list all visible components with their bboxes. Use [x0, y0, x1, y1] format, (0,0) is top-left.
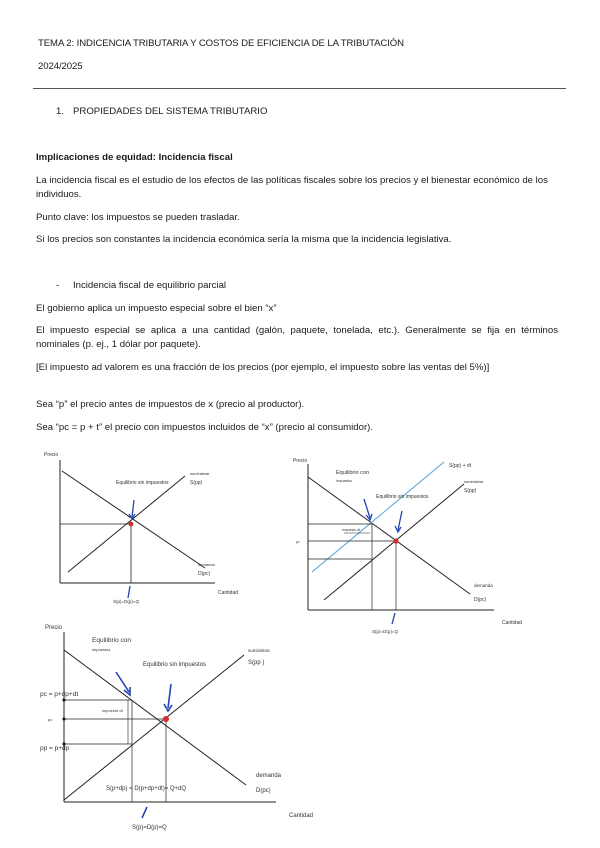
- fig2-demand-top-label: demanda: [474, 583, 493, 588]
- fig2-arrow-tax-icon: [364, 499, 370, 518]
- body-producer-price: Sea “p” el precio antes de impuestos de x (precio al productor).: [36, 399, 305, 410]
- academic-year: 2024/2025: [38, 61, 83, 72]
- fig1-demand-top-label: demanda: [198, 562, 215, 567]
- document-title: TEMA 2: INDICENCIA TRIBUTARIA Y COSTOS DE EFICIENCIA DE LA TRIBUTACIÓN: [38, 38, 404, 49]
- fig2-supply-top-label: suministrar: [464, 479, 484, 484]
- figure-tax-incidence-detail: [36, 620, 336, 840]
- fig2-xlabel: Cantidad: [502, 620, 523, 626]
- fig3-xlabel: Cantidad: [289, 813, 314, 819]
- section-number: 1.: [56, 106, 65, 117]
- fig3-equilibrium-point: [163, 716, 169, 722]
- fig3-demand-label: D(pc): [256, 788, 271, 794]
- fig2-q-label: S(p)=D(p)=Q: [372, 629, 399, 634]
- fig1-supply-label: S(pp): [190, 480, 203, 486]
- fig3-ylabel: Precio: [45, 625, 63, 631]
- fig3-demand-curve: [64, 650, 246, 785]
- fig3-supply-label: S(pp ): [248, 660, 265, 666]
- fig3-q-label: S(p)=D(p)=Q: [132, 825, 167, 831]
- fig1-equilibrium-point: [129, 522, 134, 527]
- fig2-p-label: pc: [296, 540, 300, 544]
- fig2-supply-label: S(pp): [464, 488, 477, 494]
- fig3-supply-top-label: suministrar: [248, 648, 271, 653]
- body-specific-tax: El impuesto especial se aplica a una cantidad (galón, paquete, tonelada, etc.). Generalmente se fija en términos nominales (p. ej., 1 dólar por paquete).: [36, 325, 558, 350]
- fig1-equilibrium-label: Equilibrio sin impuestos: [116, 480, 169, 486]
- bullet-text: Incidencia fiscal de equilibrio parcial: [73, 280, 227, 291]
- fig2-eq-with-label: Equilibrio con: [336, 470, 370, 476]
- fig1-arrow-icon: [132, 500, 134, 517]
- fig2-taxed-supply-label: S(pp) + dt: [449, 463, 472, 469]
- body-tax-applied: El gobierno aplica un impuesto especial sobre el bien “x”: [36, 303, 277, 314]
- fig2-demand-label: D(pc): [474, 597, 487, 603]
- fig3-p-label: pc: [48, 717, 53, 722]
- fig2-ylabel: Precio: [293, 458, 308, 464]
- fig3-eq-without-label: Equilibrio sin impuestos: [143, 662, 207, 668]
- fig3-q-arrow-icon: [142, 807, 147, 818]
- figure-no-tax-equilibrium: [30, 448, 250, 608]
- figure-tax-equilibrium: [284, 452, 534, 642]
- fig3-tax-label: impuesto dt: [102, 708, 123, 713]
- body-ad-valorem: [El impuesto ad valorem es una fracción de los precios (por ejemplo, el impuesto sobre las ventas del 5%)]: [36, 362, 490, 373]
- fig3-eq-with-label: Equilibrio con: [92, 637, 132, 644]
- paragraph-constant-prices: Si los precios son constantes la incidencia económica sería la misma que la incidencia legislativa.: [36, 234, 452, 245]
- fig3-qtax-label: S(p+dp) = D(p+dp+dt)= Q+dQ: [106, 786, 187, 792]
- paragraph-incidence: La incidencia fiscal es el estudio de los efectos de las políticas fiscales sobre los precios y el bienestar económico de los individuos.: [36, 175, 548, 200]
- fig1-demand-label: D(pc): [198, 571, 211, 577]
- fig1-ylabel: Precio: [44, 452, 59, 458]
- fig1-supply-top-label: suministrar: [190, 471, 210, 476]
- fig2-eq-with-sub-label: impuestos: [336, 479, 352, 483]
- fig2-eq-without-label: Equilibrio sin impuestos: [376, 494, 429, 500]
- fig3-supply-curve: [64, 655, 244, 800]
- subheading: Implicaciones de equidad: Incidencia fiscal: [36, 152, 233, 163]
- section-title: PROPIEDADES DEL SISTEMA TRIBUTARIO: [73, 106, 268, 117]
- fig3-eq-with-sub-label: impuestos: [92, 647, 111, 652]
- fig1-q-arrow-icon: [128, 586, 130, 598]
- paragraph-key-point: Punto clave: los impuestos se pueden trasladar.: [36, 212, 240, 223]
- body-consumer-price: Sea “pc = p + t” el precio con impuestos incluidos de “x” (precio al consumidor).: [36, 422, 373, 433]
- fig1-q-label: S(p)=D(p)=Q: [113, 599, 140, 604]
- fig2-arrow-notax-icon: [398, 511, 402, 530]
- fig1-xlabel: Cantidad: [218, 590, 239, 596]
- header-divider: [33, 88, 566, 89]
- fig3-pc-label: pc = p+dp+dt: [40, 691, 79, 698]
- fig3-arrow-notax-icon: [168, 684, 171, 708]
- bullet-marker: -: [56, 280, 60, 291]
- fig3-pp-label: pp = p+dp: [40, 745, 70, 752]
- fig3-demand-top-label: demanda: [256, 773, 282, 779]
- fig3-arrow-tax-icon: [116, 672, 129, 692]
- fig2-equilibrium-point: [393, 538, 398, 543]
- fig2-tax-label: impuesto dt: [342, 528, 361, 532]
- fig2-q-arrow-icon: [392, 613, 395, 624]
